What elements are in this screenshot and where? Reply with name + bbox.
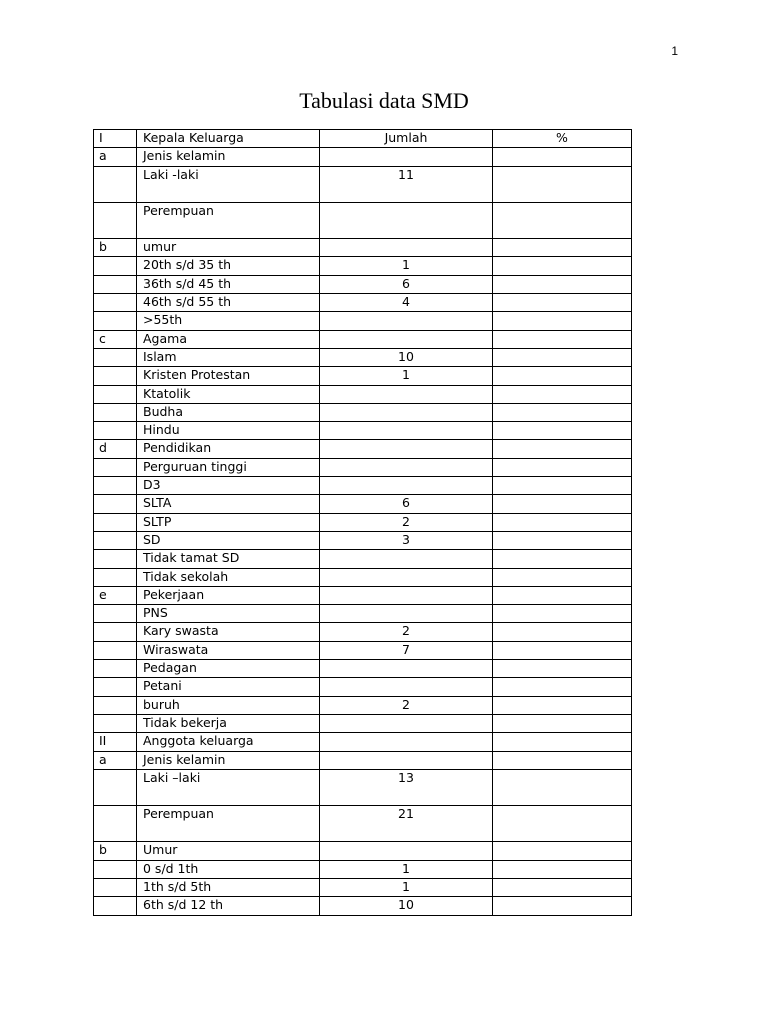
- table-row: [94, 495, 632, 513]
- cell-jumlah: 13: [320, 769, 493, 805]
- cell-jumlah: [320, 678, 493, 696]
- table-row: [94, 403, 632, 421]
- cell-jumlah: 2: [320, 623, 493, 641]
- cell-item: 6th s/d 12 th: [137, 897, 320, 915]
- table-row: [94, 440, 632, 458]
- cell-item: SD: [137, 531, 320, 549]
- cell-no: [94, 568, 137, 586]
- cell-item: SLTA: [137, 495, 320, 513]
- cell-percent: [493, 148, 632, 166]
- cell-item: Anggota keluarga: [137, 733, 320, 751]
- table-row: [94, 422, 632, 440]
- cell-no: [94, 257, 137, 275]
- table-row: [94, 513, 632, 531]
- cell-no: [94, 166, 137, 202]
- cell-item: Pekerjaan: [137, 586, 320, 604]
- table-row: [94, 878, 632, 896]
- cell-no: [94, 348, 137, 366]
- cell-jumlah: 10: [320, 348, 493, 366]
- cell-no: [94, 623, 137, 641]
- cell-item: 46th s/d 55 th: [137, 294, 320, 312]
- cell-jumlah: [320, 550, 493, 568]
- cell-jumlah: [320, 330, 493, 348]
- cell-no: [94, 385, 137, 403]
- cell-item: Tidak tamat SD: [137, 550, 320, 568]
- cell-item: Tidak sekolah: [137, 568, 320, 586]
- cell-jumlah: 6: [320, 275, 493, 293]
- table-row: [94, 769, 632, 805]
- table-row: [94, 239, 632, 257]
- cell-jumlah: 2: [320, 513, 493, 531]
- table-row: [94, 458, 632, 476]
- cell-percent: [493, 330, 632, 348]
- cell-jumlah: 2: [320, 696, 493, 714]
- cell-no: [94, 550, 137, 568]
- cell-percent: [493, 586, 632, 604]
- cell-no: b: [94, 239, 137, 257]
- cell-no: b: [94, 842, 137, 860]
- table-header-row: [94, 130, 632, 148]
- cell-jumlah: [320, 605, 493, 623]
- table-row: [94, 696, 632, 714]
- cell-item: umur: [137, 239, 320, 257]
- table-row: [94, 166, 632, 202]
- cell-percent: [493, 550, 632, 568]
- cell-jumlah: [320, 733, 493, 751]
- cell-item: 1th s/d 5th: [137, 878, 320, 896]
- table-row: [94, 860, 632, 878]
- cell-jumlah: [320, 239, 493, 257]
- cell-percent: [493, 769, 632, 805]
- cell-jumlah: 1: [320, 860, 493, 878]
- cell-jumlah: 1: [320, 257, 493, 275]
- cell-item: Perempuan: [137, 806, 320, 842]
- cell-percent: [493, 257, 632, 275]
- cell-percent: [493, 806, 632, 842]
- cell-item: 36th s/d 45 th: [137, 275, 320, 293]
- cell-percent: [493, 623, 632, 641]
- cell-no: [94, 605, 137, 623]
- cell-item: >55th: [137, 312, 320, 330]
- table-row: [94, 257, 632, 275]
- cell-item: Pedagan: [137, 660, 320, 678]
- table-row: [94, 660, 632, 678]
- cell-percent: [493, 678, 632, 696]
- cell-item: Perguruan tinggi: [137, 458, 320, 476]
- cell-jumlah: [320, 440, 493, 458]
- table-row: [94, 477, 632, 495]
- cell-item: buruh: [137, 696, 320, 714]
- table-row: [94, 531, 632, 549]
- cell-no: [94, 294, 137, 312]
- cell-no: [94, 367, 137, 385]
- cell-no: [94, 641, 137, 659]
- table-row: [94, 312, 632, 330]
- cell-percent: [493, 275, 632, 293]
- cell-item: Agama: [137, 330, 320, 348]
- cell-jumlah: [320, 477, 493, 495]
- page-number: 1: [671, 44, 678, 58]
- cell-percent: [493, 385, 632, 403]
- cell-item: 20th s/d 35 th: [137, 257, 320, 275]
- cell-percent: [493, 294, 632, 312]
- table-row: [94, 605, 632, 623]
- cell-no: [94, 458, 137, 476]
- data-table: [93, 129, 632, 916]
- cell-jumlah: [320, 458, 493, 476]
- table-row: [94, 367, 632, 385]
- table-row: [94, 733, 632, 751]
- cell-jumlah: 21: [320, 806, 493, 842]
- cell-jumlah: [320, 714, 493, 732]
- cell-percent: [493, 403, 632, 421]
- cell-no: [94, 878, 137, 896]
- table-row: [94, 714, 632, 732]
- cell-item: Jenis kelamin: [137, 148, 320, 166]
- cell-percent: [493, 458, 632, 476]
- cell-item: 0 s/d 1th: [137, 860, 320, 878]
- cell-no: [94, 806, 137, 842]
- cell-jumlah: 3: [320, 531, 493, 549]
- cell-item: Pendidikan: [137, 440, 320, 458]
- cell-percent: [493, 202, 632, 238]
- cell-percent: [493, 568, 632, 586]
- cell-no: [94, 477, 137, 495]
- cell-percent: [493, 312, 632, 330]
- cell-jumlah: [320, 842, 493, 860]
- table-row: [94, 806, 632, 842]
- cell-item: Tidak bekerja: [137, 714, 320, 732]
- cell-item: Wiraswata: [137, 641, 320, 659]
- cell-item: Kristen Protestan: [137, 367, 320, 385]
- table-row: [94, 275, 632, 293]
- cell-no: [94, 312, 137, 330]
- cell-no: II: [94, 733, 137, 751]
- cell-jumlah: [320, 422, 493, 440]
- cell-no: a: [94, 751, 137, 769]
- cell-no: [94, 513, 137, 531]
- cell-percent: [493, 495, 632, 513]
- table-row: [94, 330, 632, 348]
- cell-no: [94, 714, 137, 732]
- cell-percent: [493, 239, 632, 257]
- cell-percent: [493, 751, 632, 769]
- cell-no: [94, 422, 137, 440]
- header-percent: %: [493, 130, 632, 148]
- cell-no: a: [94, 148, 137, 166]
- cell-item: PNS: [137, 605, 320, 623]
- cell-item: Jenis kelamin: [137, 751, 320, 769]
- cell-percent: [493, 897, 632, 915]
- cell-jumlah: 11: [320, 166, 493, 202]
- cell-percent: [493, 348, 632, 366]
- cell-jumlah: 1: [320, 878, 493, 896]
- table-row: [94, 897, 632, 915]
- cell-percent: [493, 696, 632, 714]
- cell-no: [94, 531, 137, 549]
- cell-jumlah: [320, 202, 493, 238]
- table-row: [94, 568, 632, 586]
- cell-jumlah: [320, 586, 493, 604]
- cell-no: [94, 275, 137, 293]
- cell-percent: [493, 477, 632, 495]
- header-no: I: [94, 130, 137, 148]
- table-row: [94, 550, 632, 568]
- table-row: [94, 294, 632, 312]
- cell-percent: [493, 733, 632, 751]
- cell-item: D3: [137, 477, 320, 495]
- cell-jumlah: [320, 660, 493, 678]
- cell-jumlah: 7: [320, 641, 493, 659]
- cell-percent: [493, 714, 632, 732]
- table-row: [94, 586, 632, 604]
- cell-no: e: [94, 586, 137, 604]
- cell-jumlah: [320, 385, 493, 403]
- cell-no: [94, 660, 137, 678]
- cell-item: Ktatolik: [137, 385, 320, 403]
- cell-jumlah: [320, 403, 493, 421]
- cell-percent: [493, 422, 632, 440]
- cell-percent: [493, 531, 632, 549]
- cell-no: d: [94, 440, 137, 458]
- cell-item: Islam: [137, 348, 320, 366]
- cell-percent: [493, 440, 632, 458]
- table-row: [94, 751, 632, 769]
- table-row: [94, 678, 632, 696]
- table-body: [94, 130, 632, 916]
- table-row: [94, 385, 632, 403]
- cell-percent: [493, 860, 632, 878]
- cell-percent: [493, 842, 632, 860]
- cell-no: [94, 403, 137, 421]
- cell-no: [94, 678, 137, 696]
- cell-no: [94, 860, 137, 878]
- cell-jumlah: 1: [320, 367, 493, 385]
- cell-percent: [493, 878, 632, 896]
- table-row: [94, 348, 632, 366]
- cell-item: Perempuan: [137, 202, 320, 238]
- cell-item: Laki -laki: [137, 166, 320, 202]
- table-row: [94, 148, 632, 166]
- table-row: [94, 623, 632, 641]
- cell-jumlah: 10: [320, 897, 493, 915]
- cell-percent: [493, 641, 632, 659]
- header-item: Kepala Keluarga: [137, 130, 320, 148]
- cell-no: [94, 897, 137, 915]
- cell-no: [94, 769, 137, 805]
- cell-jumlah: [320, 312, 493, 330]
- cell-percent: [493, 166, 632, 202]
- table-row: [94, 641, 632, 659]
- cell-item: Laki –laki: [137, 769, 320, 805]
- cell-jumlah: [320, 568, 493, 586]
- cell-item: Budha: [137, 403, 320, 421]
- document-title: Tabulasi data SMD: [299, 88, 469, 113]
- cell-percent: [493, 513, 632, 531]
- cell-item: Kary swasta: [137, 623, 320, 641]
- cell-jumlah: [320, 148, 493, 166]
- cell-percent: [493, 660, 632, 678]
- cell-percent: [493, 605, 632, 623]
- cell-jumlah: 4: [320, 294, 493, 312]
- cell-no: [94, 202, 137, 238]
- cell-jumlah: [320, 751, 493, 769]
- cell-item: Umur: [137, 842, 320, 860]
- header-jumlah: Jumlah: [320, 130, 493, 148]
- cell-no: c: [94, 330, 137, 348]
- cell-jumlah: 6: [320, 495, 493, 513]
- table-row: [94, 842, 632, 860]
- table-row: [94, 202, 632, 238]
- cell-item: Hindu: [137, 422, 320, 440]
- cell-no: [94, 696, 137, 714]
- cell-no: [94, 495, 137, 513]
- cell-percent: [493, 367, 632, 385]
- cell-item: SLTP: [137, 513, 320, 531]
- cell-item: Petani: [137, 678, 320, 696]
